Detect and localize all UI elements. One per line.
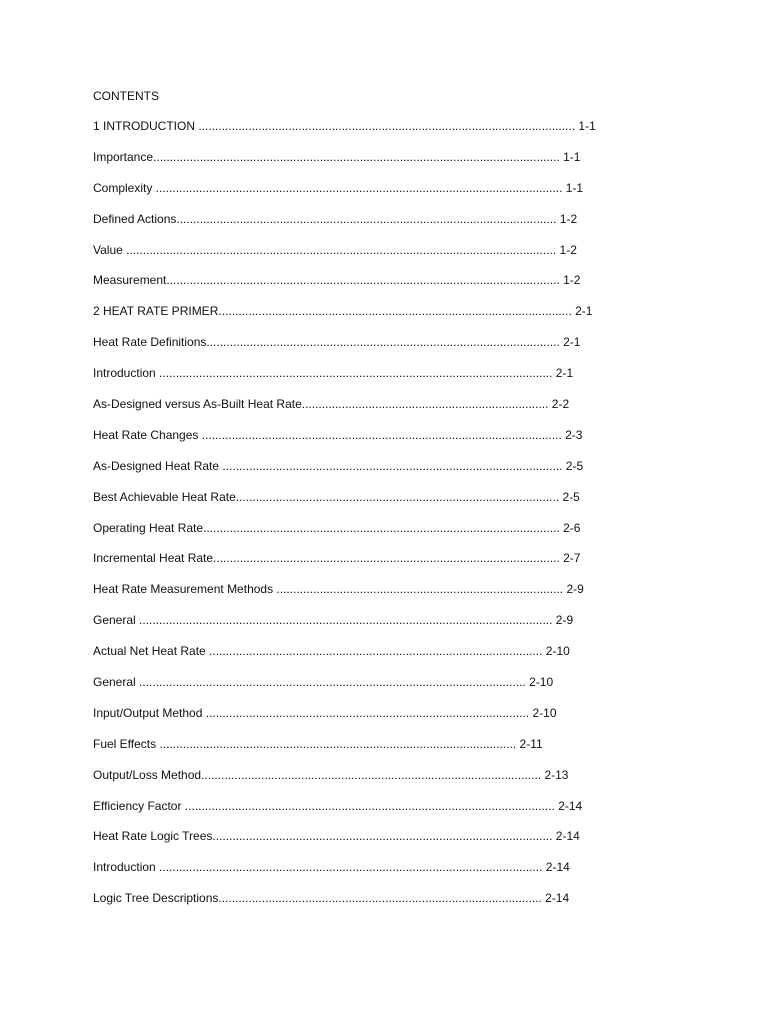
toc-entry: Heat Rate Logic Trees...................................................................................................... 2-14	[93, 829, 580, 844]
toc-entry: Best Achievable Heat Rate................................................................................................. 2-5	[93, 489, 580, 504]
toc-list	[93, 117, 596, 920]
toc-entry: Fuel Effects ........................................................................................................... 2-11	[93, 736, 543, 751]
toc-entry: Incremental Heat Rate........................................................................................................ 2-7	[93, 551, 581, 566]
toc-entry: Efficiency Factor ............................................................................................................... 2-14	[93, 798, 583, 813]
toc-entry: Heat Rate Changes ............................................................................................................ 2-3	[93, 427, 583, 442]
toc-entry: Heat Rate Definitions.......................................................................................................... 2-1	[93, 335, 581, 350]
contents-heading: CONTENTS	[93, 89, 159, 103]
toc-entry: Complexity .......................................................................................................................... 1-1	[93, 180, 584, 195]
toc-entry: Value ................................................................................................................................. 1-2	[93, 242, 577, 257]
toc-entry: General ............................................................................................................................ 2-9	[93, 613, 574, 628]
toc-entry: Actual Net Heat Rate .................................................................................................... 2-10	[93, 644, 570, 659]
toc-entry: As-Designed versus As-Built Heat Rate.......................................................................... 2-2	[93, 397, 570, 412]
toc-entry: Introduction ................................................................................................................... 2-14	[93, 860, 570, 875]
toc-entry: Operating Heat Rate........................................................................................................... 2-6	[93, 520, 581, 535]
toc-entry: 2 HEAT RATE PRIMER.......................................................................................................... 2-1	[93, 304, 593, 319]
toc-entry: Introduction ...................................................................................................................... 2-1	[93, 366, 574, 381]
toc-entry: Defined Actions.................................................................................................................. 1-2	[93, 211, 578, 226]
toc-entry: 1 INTRODUCTION ................................................................................................................. 1-1	[93, 119, 596, 133]
toc-entry: Measurement...................................................................................................................... 1-2	[93, 273, 581, 288]
toc-entry: Input/Output Method ................................................................................................. 2-10	[93, 705, 557, 720]
toc-entry: Heat Rate Measurement Methods ...................................................................................... 2-9	[93, 582, 584, 597]
toc-entry: Importance.......................................................................................................................... 1-1	[93, 149, 581, 164]
toc-entry: As-Designed Heat Rate ...................................................................................................... 2-5	[93, 458, 584, 473]
toc-entry: General .................................................................................................................... 2-10	[93, 675, 554, 690]
toc-entry: Logic Tree Descriptions................................................................................................. 2-14	[93, 891, 570, 906]
toc-entry: Output/Loss Method...................................................................................................... 2-13	[93, 767, 569, 782]
